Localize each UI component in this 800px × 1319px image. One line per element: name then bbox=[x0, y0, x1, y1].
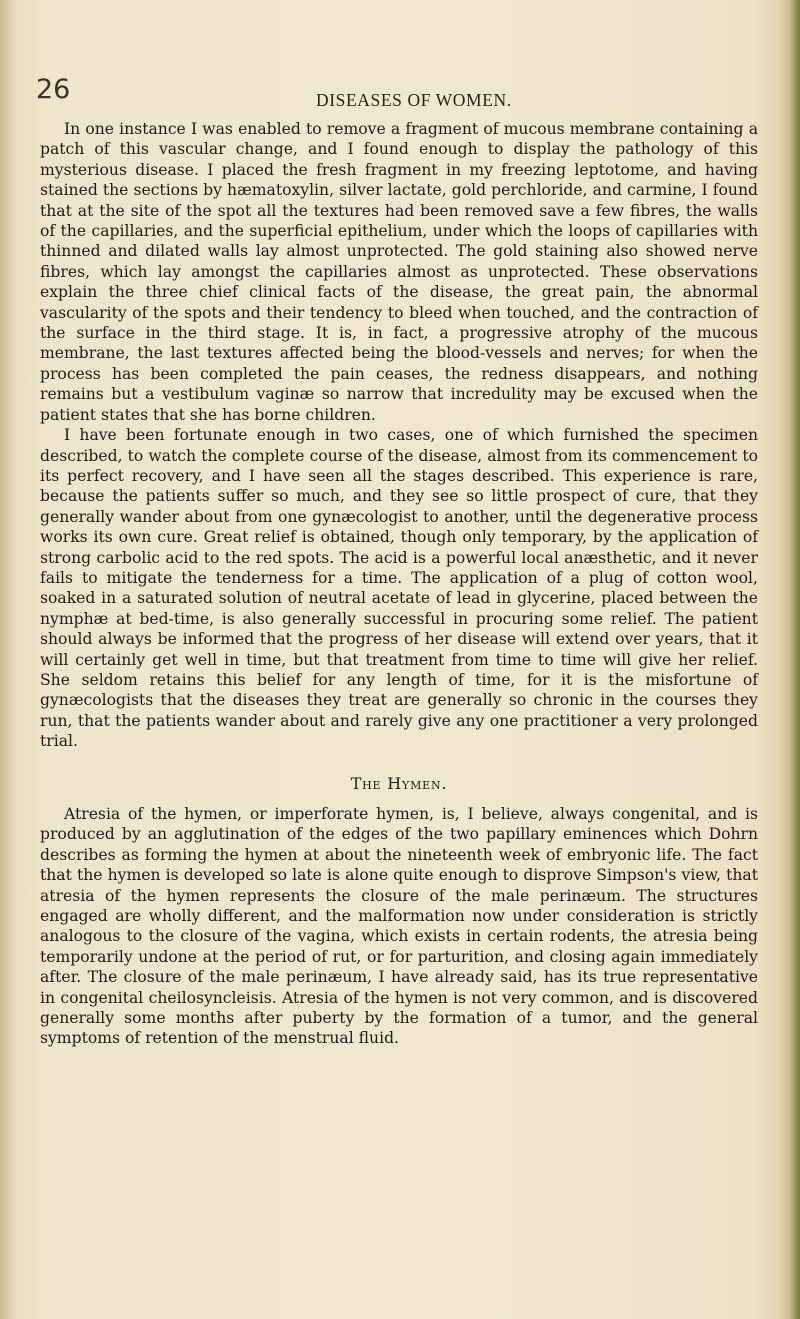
running-title: DISEASES OF WOMEN. bbox=[316, 90, 512, 110]
page-number: 26 bbox=[36, 74, 71, 105]
paragraph: Atresia of the hymen, or imperforate hymen, is, I believe, always congenital, and is produced by an agglutination of the edges of the two papillary eminences which Dohrn describes as forming the hymen at about the nineteenth week of embryonic life. The fact that the hymen is developed so late is alone quite enough to disprove Simpson's view, that atresia of the hymen represents the closure of the male perinæum. The structures engaged are wholly different, and the malformation now under consideration is strictly analogous to the closure of the vagina, which exists in certain rodents, the atresia being temporarily undone at the period of rut, or for parturition, and closing again immediately after. The closure of the male perinæum, I have already said, has its true representative in congenital cheilosyncleisis. Atresia of the hymen is not very common, and is discovered generally some months after puberty by the formation of a tumor, and the general symptoms of retention of the menstrual fluid. bbox=[40, 805, 758, 1048]
page-left-edge bbox=[0, 0, 16, 1319]
paragraph: I have been fortunate enough in two cases, one of which furnished the specimen described, to watch the complete course of the disease, almost from its commencement to its perfect recovery, and I have seen all the stages described. This experience is rare, because the patients suffer so much, and they see so little prospect of cure, that they generally wander about from one gynæcologist to another, until the degenerative process works its own cure. Great relief is obtained, though only temporary, by the application of strong carbolic acid to the red spots. The acid is a powerful local anæsthetic, and it never fails to mitigate the tenderness for a time. The application of a plug of cotton wool, soaked in a saturated solution of neutral acetate of lead in glycerine, placed between the nymphæ at bed-time, is also generally successful in procuring some relief. The patient should always be informed that the progress of her disease will extend over years, that it will certainly get well in time, but that treatment from time to time will give her relief. She seldom retains this belief for any length of time, for it is the misfortune of gynæcologists that the diseases they treat are generally so chronic in the courses they run, that the patients wander about and rarely give any one practitioner a very prolonged trial. bbox=[40, 426, 758, 751]
page-right-edge bbox=[778, 0, 800, 1319]
body-text bbox=[40, 119, 758, 1049]
section-heading: The Hymen. bbox=[350, 773, 448, 793]
paragraph: In one instance I was enabled to remove a fragment of mucous membrane containing a patch of this vascular change, and I found enough to display the pathology of this mysterious disease. I placed the fresh fragment in my freezing leptotome, and having stained the sections by hæmatoxylin, silver lactate, gold perchloride, and carmine, I found that at the site of the spot all the textures had been removed save a few fibres, the walls of the capillaries, and the superficial epithelium, under which the loops of capillaries with thinned and dilated walls lay almost unprotected. The gold staining also showed nerve fibres, which lay amongst the capillaries almost as unprotected. These observations explain the three chief clinical facts of the disease, the great pain, the abnormal vascularity of the spots and their tendency to bleed when touched, and the contraction of the surface in the third stage. It is, in fact, a progressive atrophy of the mucous membrane, the last textures affected being the blood-vessels and nerves; for when the process has been completed the pain ceases, the redness disappears, and nothing remains but a vestibulum vaginæ so narrow that incredulity may be excused when the patient states that she has borne children. bbox=[40, 120, 758, 424]
